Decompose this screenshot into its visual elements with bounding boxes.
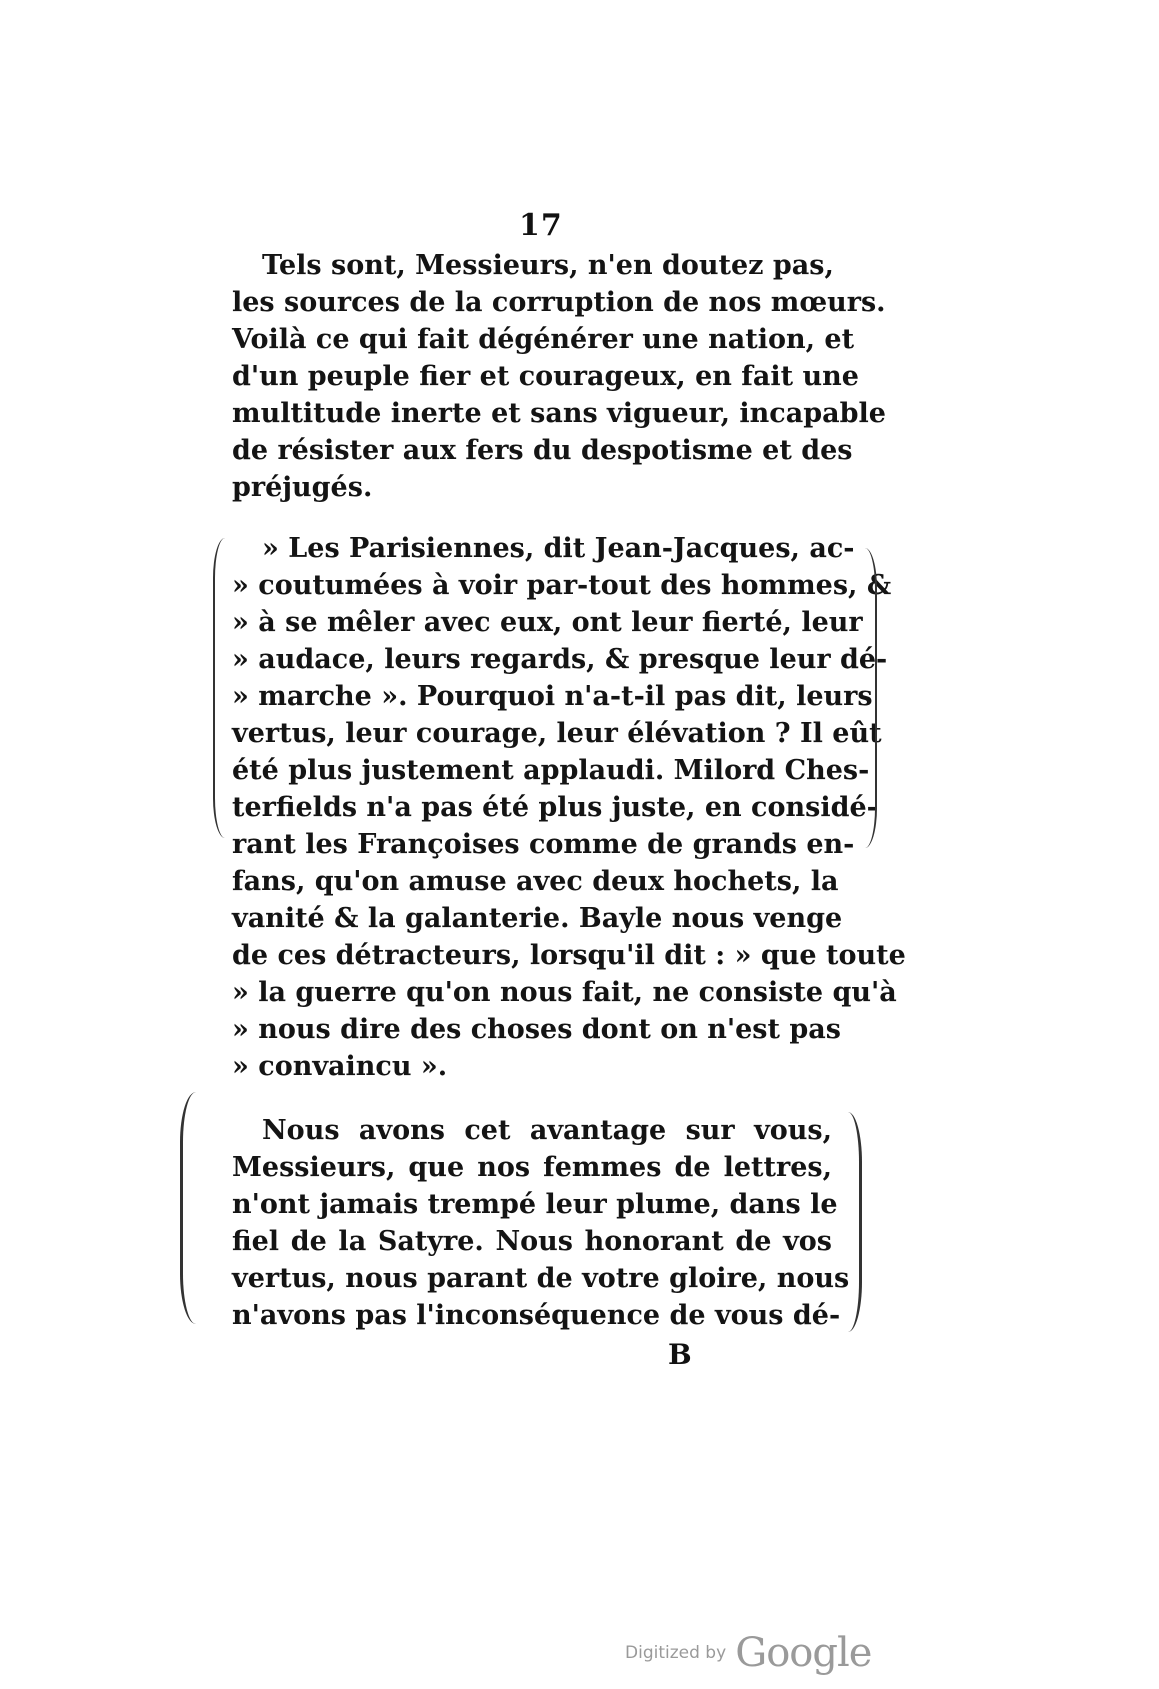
text-line: » marche ». Pourquoi n'a-t-il pas dit, leurs (232, 681, 873, 712)
text-line: multitude inerte et sans vigueur, incapable (232, 398, 886, 429)
text-line: n'ont jamais trempé leur plume, dans le (232, 1189, 838, 1220)
text-line: Tels sont, Messieurs, n'en doutez pas, (262, 250, 834, 281)
text-line: d'un peuple fier et courageux, en fait une (232, 361, 859, 392)
text-line: Nous avons cet avantage sur vous, (262, 1115, 832, 1146)
text-line: vertus, nous parant de votre gloire, nous (232, 1263, 850, 1294)
text-line: de résister aux fers du despotisme et des (232, 435, 853, 466)
text-line: de ces détracteurs, lorsqu'il dit : » que toute (232, 940, 906, 971)
text-line: Voilà ce qui fait dégénérer une nation, et (232, 324, 855, 355)
text-line: » la guerre qu'on nous fait, ne consiste qu'à (232, 977, 897, 1008)
text-line: été plus justement applaudi. Milord Ches- (232, 755, 870, 786)
text-line: les sources de la corruption de nos mœurs. (232, 287, 886, 318)
text-line: vanité & la galanterie. Bayle nous venge (232, 903, 843, 934)
text-line: Messieurs, que nos femmes de lettres, (232, 1152, 832, 1183)
text-line: fiel de la Satyre. Nous honorant de vos (232, 1226, 832, 1257)
margin-bracket-right (847, 1112, 862, 1332)
text-line: n'avons pas l'inconséquence de vous dé- (232, 1300, 841, 1331)
text-line: » coutumées à voir par-tout des hommes, & (232, 570, 892, 601)
text-line: fans, qu'on amuse avec deux hochets, la (232, 866, 839, 897)
text-line: vertus, leur courage, leur élévation ? Il eût (232, 718, 882, 749)
margin-bracket-left (180, 1092, 197, 1324)
watermark-prefix: Digitized by (625, 1643, 727, 1663)
text-line: préjugés. (232, 472, 373, 503)
text-line: » nous dire des choses dont on n'est pas (232, 1014, 841, 1045)
text-line: » Les Parisiennes, dit Jean-Jacques, ac- (262, 533, 855, 564)
text-line: » convaincu ». (232, 1051, 448, 1082)
text-line: » audace, leurs regards, & presque leur dé- (232, 644, 888, 675)
signature-mark: B (668, 1338, 692, 1371)
paragraph-3 (232, 1112, 850, 1334)
margin-bracket-left (213, 538, 225, 838)
digitized-watermark (625, 1630, 871, 1676)
google-logo: Google (735, 1630, 872, 1676)
paragraph-1 (232, 247, 886, 507)
paragraph-2 (232, 530, 906, 1085)
text-line: » à se mêler avec eux, ont leur fierté, leur (232, 607, 863, 638)
page-number: 17 (519, 208, 563, 243)
text-line: terfields n'a pas été plus juste, en considé- (232, 792, 878, 823)
margin-bracket-right (865, 548, 877, 848)
text-line: rant les Françoises comme de grands en- (232, 829, 855, 860)
